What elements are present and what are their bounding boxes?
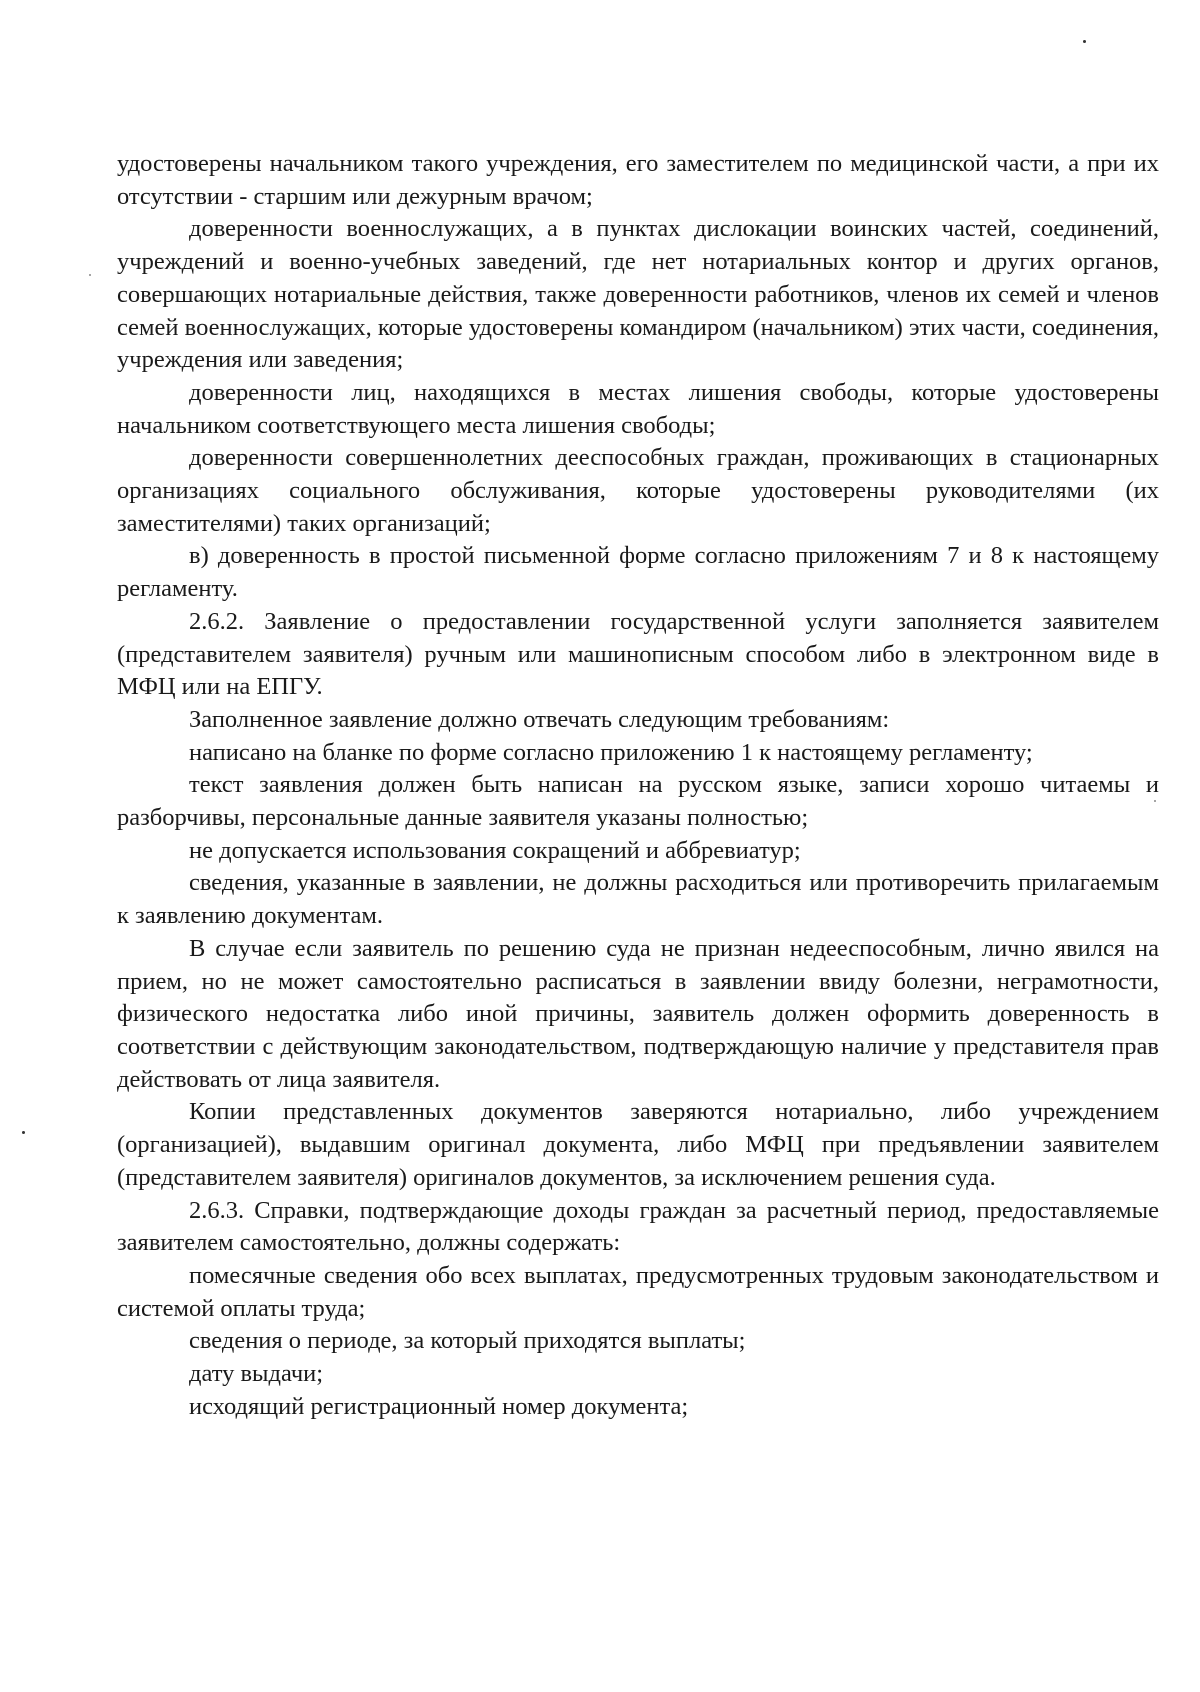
paragraph: доверенности совершеннолетних дееспособных граждан, проживающих в стационарных организациях социального обслуживания, которые удостоверены руководителями (их заместителями) таких организаций; [117, 444, 1159, 537]
paragraph: дату выдачи; [189, 1360, 324, 1388]
paragraph: Копии представленных документов заверяются нотариально, либо учреждением (организацией), выдавшим оригинал документа, либо МФЦ при предъявлении заявителем (представителем заявителя) оригиналов документов, за исключением решения суда. [117, 1098, 1159, 1191]
scan-speck [1083, 40, 1086, 43]
paragraph: удостоверены начальником такого учреждения, его заместителем по медицинской части, а при их отсутствии - старшим или дежурным врачом; [117, 150, 1159, 210]
paragraph: 2.6.2. Заявление о предоставлении государственной услуги заполняется заявителем (представителем заявителя) ручным или машинописным способом либо в электронном виде в МФЦ или на ЕПГУ. [117, 607, 1159, 701]
paragraph: написано на бланке по форме согласно приложению 1 к настоящему регламенту; [189, 738, 1033, 766]
paragraph: В случае если заявитель по решению суда не признан недееспособным, лично явился на прием, но не может самостоятельно расписаться в заявлении ввиду болезни, неграмотности, физического недостатка либо иной причины, заявитель должен оформить доверенность в соответствии с действующим законодательством, подтверждающую наличие у представителя прав действовать от лица заявителя. [117, 934, 1159, 1093]
paragraph: не допускается использования сокращений и аббревиатур; [189, 836, 801, 864]
paragraph: исходящий регистрационный номер документа; [189, 1392, 689, 1420]
document-body [117, 148, 1159, 1423]
paragraph: доверенности военнослужащих, а в пунктах дислокации воинских частей, соединений, учреждений и военно-учебных заведений, где нет нотариальных контор и других органов, совершающих нотариальные действия, также доверенности работников, членов их семей и членов семей военнослужащих, которые удостоверены командиром (начальником) этих части, соединения, учреждения или заведения; [117, 215, 1159, 374]
paragraph: текст заявления должен быть написан на русском языке, записи хорошо читаемы и разборчивы, персональные данные заявителя указаны полностью; [117, 771, 1159, 832]
paragraph: Заполненное заявление должно отвечать следующим требованиям: [189, 705, 890, 733]
paragraph: 2.6.3. Справки, подтверждающие доходы граждан за расчетный период, предоставляемые заявителем самостоятельно, должны содержать: [117, 1196, 1159, 1257]
paragraph: в) доверенность в простой письменной форме согласно приложениям 7 и 8 к настоящему регламенту. [117, 542, 1159, 603]
scan-speck [89, 274, 91, 276]
paragraph: сведения, указанные в заявлении, не должны расходиться или противоречить прилагаемым к заявлению документам. [117, 869, 1159, 930]
scan-speck [22, 1131, 25, 1134]
paragraph: сведения о периоде, за который приходятся выплаты; [189, 1327, 746, 1355]
paragraph: доверенности лиц, находящихся в местах лишения свободы, которые удостоверены начальником соответствующего места лишения свободы; [117, 378, 1159, 439]
paragraph: помесячные сведения обо всех выплатах, предусмотренных трудовым законодательством и системой оплаты труда; [117, 1261, 1159, 1322]
